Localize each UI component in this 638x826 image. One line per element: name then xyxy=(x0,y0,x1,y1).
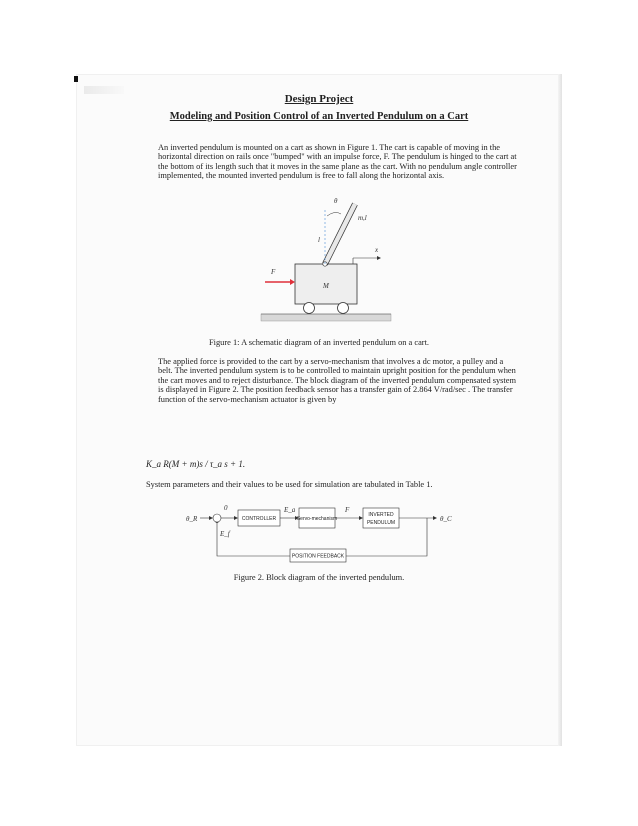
feedback-to-sum-arrowhead xyxy=(215,522,219,523)
controller-label: CONTROLLER xyxy=(241,516,277,522)
plant-label-line2: PENDULUM xyxy=(366,520,396,526)
ef-label: E_f xyxy=(220,530,230,538)
theta-arc xyxy=(327,212,341,216)
theta-label: θ xyxy=(334,197,338,205)
page-title: Design Project xyxy=(284,93,354,105)
figure2-caption: Figure 2. Block diagram of the inverted pendulum. xyxy=(233,573,405,582)
servo-to-plant-arrowhead xyxy=(359,516,363,520)
servo-paragraph: The applied force is provided to the cart by a servo-mechanism that involves a dc motor, a pulley and a belt. The inverted pendulum system is to be controlled to maintain upright position for the pendulum when the cart moves and to reject disturbance. The block diagram of the inverted pendulum compensated system is displayed in Figure 2. The position feedback sensor has a transfer gain of 2.864 V/rad/sec . The transfer function of the servo-mechanism actuator is given by xyxy=(158,357,516,404)
cart-mass-label: M xyxy=(323,282,329,290)
corner-mark xyxy=(74,76,78,82)
intro-paragraph: An inverted pendulum is mounted on a cart as shown in Figure 1. The cart is capable of moving in the horizontal direction on rails once "bumped" with an impulse force, F. The pendulum is hinged to the cart at the bottom of its length such that it moves in the same plane as the cart. With no pendulum angle controller implemented, the mounted inverted pendulum is free to fall along the horizontal axis. xyxy=(158,143,517,181)
force-label: F xyxy=(271,268,276,276)
pendulum-rod xyxy=(325,204,355,264)
servo-label: Servo-mechanism xyxy=(296,516,338,522)
input-label: θ_R xyxy=(186,515,198,523)
parameters-sentence: System parameters and their values to be used for simulation are tabulated in Table 1. xyxy=(146,480,433,489)
cart-wheel-left xyxy=(304,303,315,314)
page-edge-shadow xyxy=(558,74,562,746)
force-arrowhead xyxy=(290,279,295,285)
figure1-schematic xyxy=(255,190,395,330)
rail xyxy=(261,314,391,321)
page-subtitle: Modeling and Position Control of an Inverted Pendulum on a Cart xyxy=(169,111,469,122)
output-label: θ_C xyxy=(440,515,452,523)
feedback-line-left xyxy=(217,522,290,556)
figure2-block-diagram xyxy=(180,500,460,570)
x-axis-arrowhead xyxy=(377,256,381,260)
sum-to-controller-arrowhead xyxy=(234,516,238,520)
plant-label-line1: INVERTED xyxy=(368,512,394,518)
output-arrowhead xyxy=(433,516,437,520)
length-label: l xyxy=(318,236,320,244)
cart-wheel-right xyxy=(338,303,349,314)
feedback-label: POSITION FEEDBACK xyxy=(291,553,345,560)
f-label: F xyxy=(345,506,350,514)
input-arrowhead xyxy=(209,516,213,520)
x-label: x xyxy=(375,246,379,254)
summing-junction xyxy=(213,514,221,522)
figure1-caption: Figure 1: A schematic diagram of an inverted pendulum on a cart. xyxy=(208,338,429,347)
mass-length-label: m,l xyxy=(358,214,367,222)
transfer-function-formula: K_a R(M + m)s / τ_a s + 1. xyxy=(146,459,246,469)
ea-label: E_a xyxy=(284,506,296,514)
sum-top-label: 0 xyxy=(224,504,228,512)
